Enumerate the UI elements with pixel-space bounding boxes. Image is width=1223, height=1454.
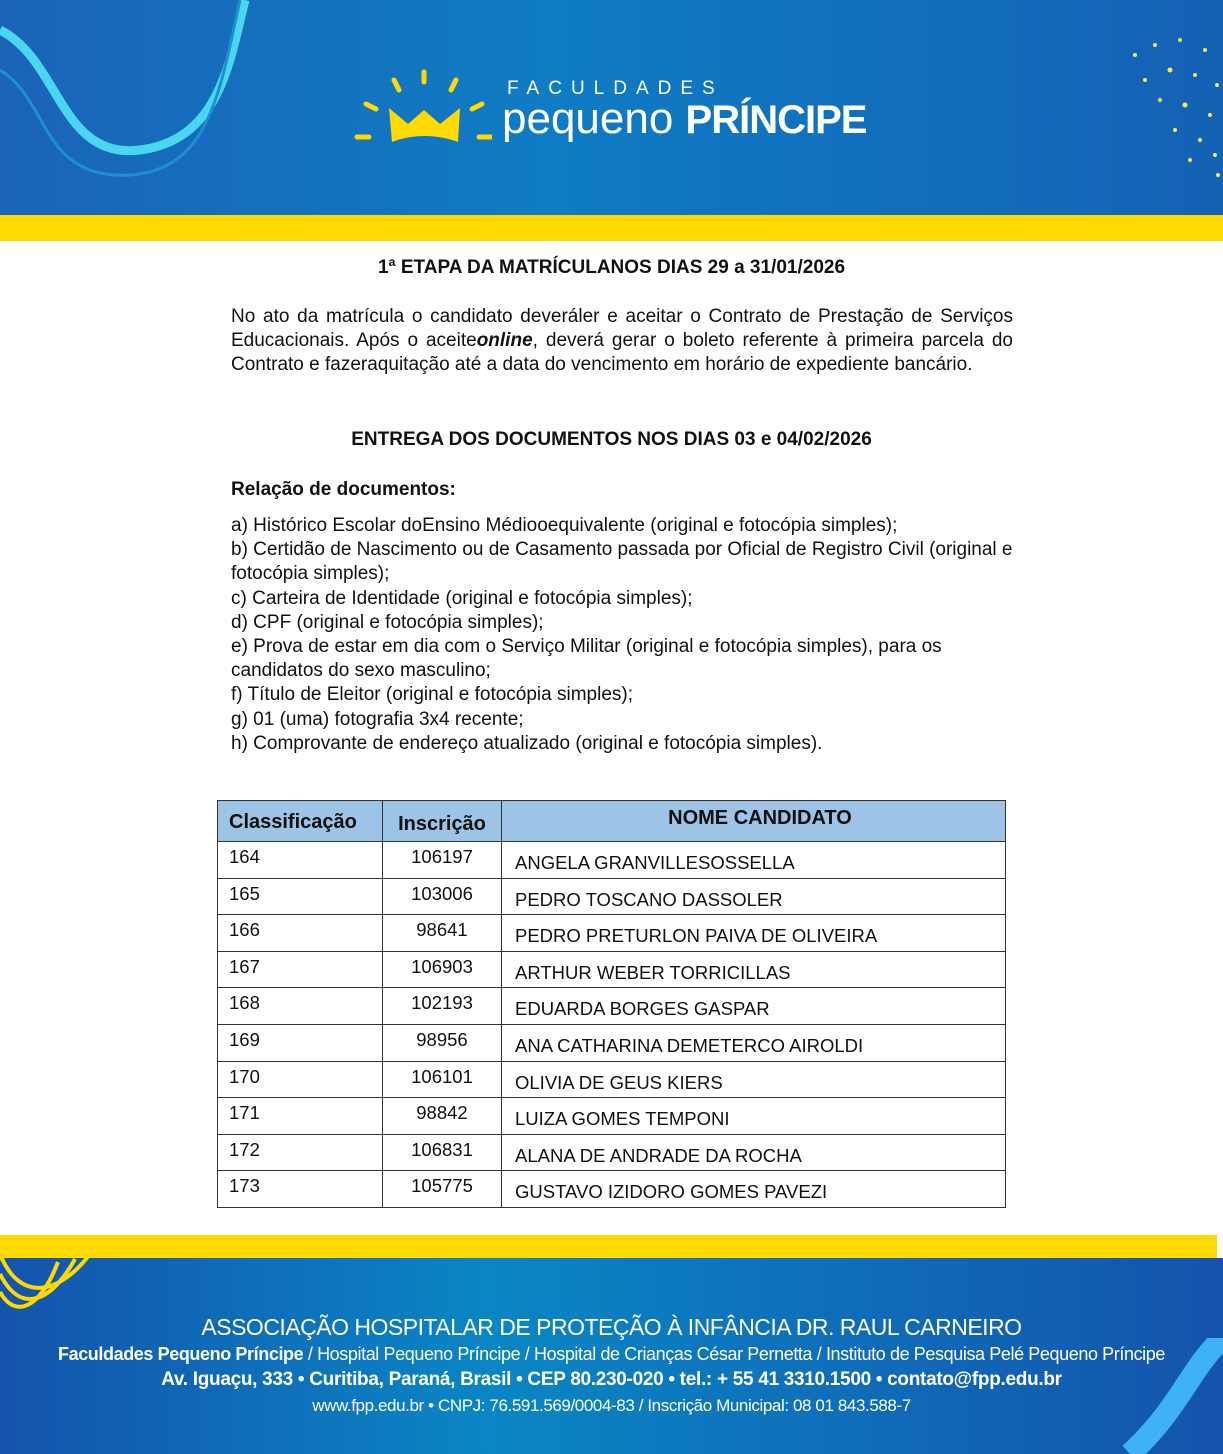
footer-registration: www.fpp.edu.br • CNPJ: 76.591.569/0004-83 / Inscrição Municipal: 08 01 843.588-7 [312,1396,911,1415]
cell-classificacao: 170 [218,1061,383,1098]
cell-nome: ARTHUR WEBER TORRICILLAS [502,951,1006,988]
header-banner [0,0,1223,215]
cell-classificacao: 167 [218,951,383,988]
table-row [218,1098,1006,1135]
table-row [218,1024,1006,1061]
table-row [218,1061,1006,1098]
footer-association: ASSOCIAÇÃO HOSPITALAR DE PROTEÇÃO À INFÂNCIA DR. RAUL CARNEIRO [201,1314,1022,1340]
document-item: b) Certidão de Nascimento ou de Casamento passada por Oficial de Registro Civil (original e fotocópia simples); [231,539,1013,585]
intro-text-cont: , deverá gerar o boleto referente à primeira parcela do Contrato e fazeraquitação até a data do vencimento em horário de expediente bancário. [231,330,1013,375]
intro-text: No ato da matrícula o candidato deveráler e aceitar o Contrato de Prestação de Serviços Educacionais. Após o aceite [231,306,1013,351]
logo-pequeno: pequeno [502,94,674,143]
cell-classificacao: 173 [218,1171,383,1208]
footer-institutions-rest: / Hospital Pequeno Príncipe / Hospital de Crianças César Pernetta / Instituto de Pesquisa Pelé Pequeno Príncipe [303,1344,1165,1364]
cell-nome: ANA CATHARINA DEMETERCO AIROLDI [502,1024,1006,1061]
cell-inscricao: 98842 [383,1098,502,1135]
document-item: e) Prova de estar em dia com o Serviço Militar (original e fotocópia simples), para os candidatos do sexo masculino; [231,636,942,682]
document-item: d) CPF (original e fotocópia simples); [231,611,544,633]
logo-name [502,94,866,144]
footer [0,1258,1223,1454]
cell-classificacao: 168 [218,988,383,1025]
confetti-decoration-icon [1125,35,1223,185]
intro-paragraph [231,305,1013,377]
documents-heading: Relação de documentos: [231,479,456,500]
logo [352,66,912,156]
header-nome: NOME CANDIDATO [502,801,1006,842]
table-row [218,988,1006,1025]
cell-classificacao: 165 [218,878,383,915]
cell-inscricao: 98641 [383,915,502,952]
footer-yellow-band [0,1235,1217,1259]
intro-emphasis: online [476,330,533,351]
header-classificacao: Classificação [218,801,383,842]
footer-faculdades: Faculdades Pequeno Príncipe [57,1344,304,1364]
table-row [218,1171,1006,1208]
cell-inscricao: 106831 [383,1134,502,1171]
document-item: f) Título de Eleitor (original e fotocópia simples); [231,684,633,706]
cell-nome: ANGELA GRANVILLESOSSELLA [502,842,1006,879]
cell-inscricao: 106903 [383,951,502,988]
candidates-table [217,800,1006,1208]
document-item: h) Comprovante de endereço atualizado (original e fotocópia simples). [231,732,823,754]
cell-classificacao: 164 [218,842,383,879]
cell-classificacao: 169 [218,1024,383,1061]
cell-classificacao: 172 [218,1134,383,1171]
cell-inscricao: 105775 [383,1171,502,1208]
documents-delivery-title: ENTREGA DOS DOCUMENTOS NOS DIAS 03 e 04/02/2026 [351,429,872,450]
cell-nome: PEDRO PRETURLON PAIVA DE OLIVEIRA [502,915,1006,952]
cell-classificacao: 171 [218,1098,383,1135]
wave-decoration-icon [0,0,260,215]
header-inscricao: Inscrição [383,801,502,842]
logo-faculdades: FACULDADES [507,78,724,99]
document-item: c) Carteira de Identidade (original e fotocópia simples); [231,587,693,609]
cell-nome: PEDRO TOSCANO DASSOLER [502,878,1006,915]
cell-nome: LUIZA GOMES TEMPONI [502,1098,1006,1135]
table-row [218,1134,1006,1171]
document-item: a) Histórico Escolar doEnsino Médiooequivalente (original e fotocópia simples); [231,515,898,536]
cell-nome: EDUARDA BORGES GASPAR [502,988,1006,1025]
document-item: g) 01 (uma) fotografia 3x4 recente; [231,708,524,730]
cell-classificacao: 166 [218,915,383,952]
table-header-row [218,801,1006,842]
cell-nome: GUSTAVO IZIDORO GOMES PAVEZI [502,1171,1006,1208]
table-row [218,842,1006,879]
cell-inscricao: 98956 [383,1024,502,1061]
table-row [218,951,1006,988]
footer-institutions [0,1344,1223,1365]
cell-inscricao: 106197 [383,842,502,879]
table-row [218,878,1006,915]
cell-inscricao: 103006 [383,878,502,915]
logo-principe: PRÍNCIPE [685,98,867,142]
cell-inscricao: 102193 [383,988,502,1025]
header-yellow-band [0,215,1223,241]
footer-address: Av. Iguaçu, 333 • Curitiba, Paraná, Brasil • CEP 80.230-020 • tel.: + 55 41 3310.1500 • contato@fpp.edu.br [161,1369,1062,1390]
enrollment-title: 1ª ETAPA DA MATRÍCULANOS DIAS 29 a 31/01/2026 [377,257,846,278]
documents-list [231,514,1013,756]
cell-nome: ALANA DE ANDRADE DA ROCHA [502,1134,1006,1171]
cell-inscricao: 106101 [383,1061,502,1098]
crown-icon [352,66,492,156]
table-row [218,915,1006,952]
cell-nome: OLIVIA DE GEUS KIERS [502,1061,1006,1098]
